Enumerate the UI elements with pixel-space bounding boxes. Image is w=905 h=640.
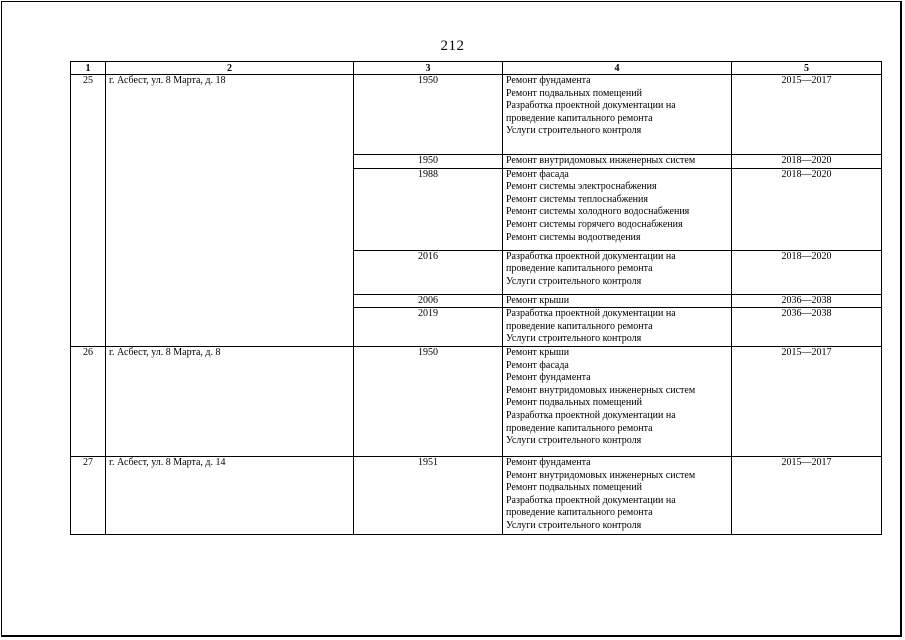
works-cell (503, 308, 732, 347)
entry-number: 27 (71, 456, 106, 534)
year-cell: 2006 (354, 294, 503, 308)
period-cell: 2018—2020 (732, 168, 882, 250)
period-cell: 2015—2017 (732, 75, 882, 155)
work-item: Ремонт внутридомовых инженерных систем (506, 384, 696, 396)
works-cell (503, 75, 732, 155)
year-cell: 2019 (354, 308, 503, 347)
work-item: Разработка проектной документации на (506, 250, 676, 262)
work-item: Ремонт подвальных помещений (506, 397, 642, 409)
work-item: Ремонт системы водоотведения (506, 231, 641, 243)
work-item: Услуги строительного контроля (506, 125, 642, 137)
works-cell (503, 168, 732, 250)
works-cell (503, 294, 732, 308)
column-header: 2 (106, 62, 354, 75)
period-cell: 2036—2038 (732, 294, 882, 308)
work-item: Ремонт фундамента (506, 456, 591, 468)
period-cell: 2015—2017 (732, 346, 882, 456)
work-item: Ремонт крыши (506, 294, 570, 306)
entry-number: 26 (71, 346, 106, 456)
building-address: г. Асбест, ул. 8 Марта, д. 18 (106, 75, 354, 347)
year-cell: 1950 (354, 75, 503, 155)
work-item: Ремонт подвальных помещений (506, 87, 642, 99)
column-header: 5 (732, 62, 882, 75)
work-item: проведение капитального ремонта (506, 263, 653, 275)
work-item: проведение капитального ремонта (506, 507, 653, 519)
work-item: Разработка проектной документации на (506, 494, 676, 506)
work-item: Услуги строительного контроля (506, 435, 642, 447)
entry-number: 25 (71, 75, 106, 347)
work-item: Услуги строительного контроля (506, 275, 642, 287)
header-row (71, 62, 882, 75)
year-cell: 1951 (354, 456, 503, 534)
column-header: 4 (503, 62, 732, 75)
work-item: Разработка проектной документации на (506, 308, 676, 320)
column-header: 3 (354, 62, 503, 75)
table-body (71, 75, 882, 535)
work-item: Ремонт системы теплоснабжения (506, 193, 648, 205)
works-cell (503, 456, 732, 534)
work-item: Ремонт крыши (506, 346, 570, 358)
work-item: проведение капитального ремонта (506, 422, 653, 434)
work-item: Разработка проектной документации на (506, 409, 676, 421)
table-row (71, 456, 882, 534)
year-cell: 1950 (354, 346, 503, 456)
column-header: 1 (71, 62, 106, 75)
work-item: Ремонт фундамента (506, 372, 591, 384)
table-row (71, 346, 882, 456)
work-item: Ремонт фасада (506, 168, 569, 180)
work-item: Ремонт фасада (506, 359, 569, 371)
page-number: 212 (440, 38, 465, 54)
building-address: г. Асбест, ул. 8 Марта, д. 8 (106, 346, 354, 456)
works-cell (503, 346, 732, 456)
work-item: Ремонт системы холодного водоснабжения (506, 206, 690, 218)
year-cell: 1950 (354, 155, 503, 169)
works-cell (503, 155, 732, 169)
work-item: Услуги строительного контроля (506, 519, 642, 531)
work-item: Разработка проектной документации на (506, 100, 676, 112)
work-item: проведение капитального ремонта (506, 112, 653, 124)
period-cell: 2015—2017 (732, 456, 882, 534)
work-item: Ремонт внутридомовых инженерных систем (506, 469, 696, 481)
table-row (71, 75, 882, 155)
period-cell: 2018—2020 (732, 250, 882, 294)
work-item: Ремонт фундамента (506, 75, 591, 86)
work-item: Ремонт внутридомовых инженерных систем (506, 155, 696, 166)
work-item: Ремонт системы горячего водоснабжения (506, 218, 683, 230)
period-cell: 2018—2020 (732, 155, 882, 169)
work-item: Ремонт подвальных помещений (506, 482, 642, 494)
work-item: Ремонт системы электроснабжения (506, 181, 657, 193)
repair-schedule-table (70, 61, 882, 535)
building-address: г. Асбест, ул. 8 Марта, д. 14 (106, 456, 354, 534)
works-cell (503, 250, 732, 294)
work-item: проведение капитального ремонта (506, 320, 653, 332)
period-cell: 2036—2038 (732, 308, 882, 347)
year-cell: 1988 (354, 168, 503, 250)
year-cell: 2016 (354, 250, 503, 294)
work-item: Услуги строительного контроля (506, 333, 642, 345)
